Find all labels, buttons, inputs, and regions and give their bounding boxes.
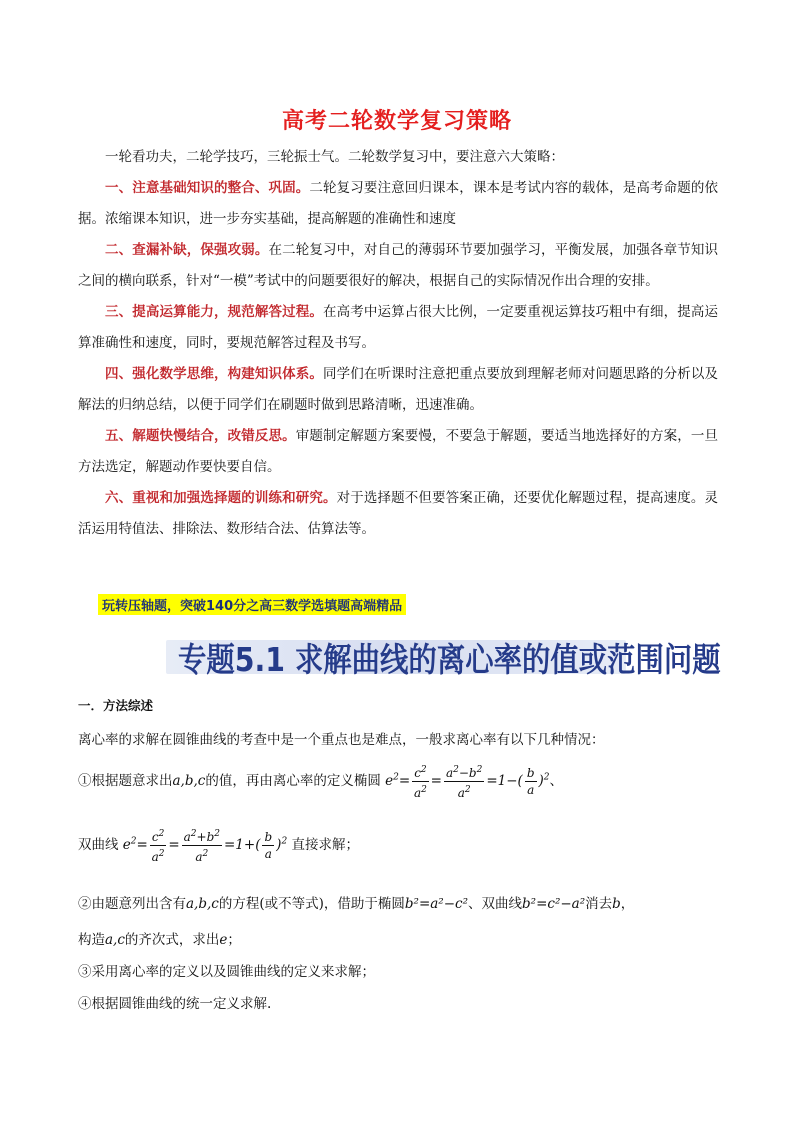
strategy-text: 审题制定解题方案要慢，不要急于解题，要适当地选择好的方案，一旦方法选定，解题动作要快要自信。 (78, 428, 718, 475)
special-topic-title (160, 632, 721, 682)
method-2-vars: a,b,c (186, 896, 219, 912)
method-1b-tail: 直接求解； (291, 837, 359, 853)
method-4-line: ④根据圆锥曲线的统一定义求解. (78, 996, 272, 1012)
method-2b-prefix: 构造 (78, 932, 105, 948)
method-3-line: ③采用离心率的定义以及圆锥曲线的定义来求解； (78, 964, 375, 980)
method-2-var: b (612, 896, 621, 912)
strategy-paragraph (78, 421, 718, 483)
method-2-line (78, 892, 634, 912)
hyperbola-eccentricity-formula: $e^2=$ $\frac{c^2}{a^2}$ = $\frac{a^2+b^2}{a^2}$ =1+( $\frac{b}{a}$ )$^2$ (123, 837, 287, 853)
ellipse-relation: b²=a²−c² (404, 896, 469, 912)
overview-line: 离心率的求解在圆锥曲线的考查中是一个重点也是难点，一般求离心率有以下几种情况： (78, 732, 605, 748)
special-topic-text: 专题5.1 求解曲线的离心率的值或范围问题 (178, 640, 721, 679)
strategy-text: 在二轮复习中，对自己的薄弱环节要加强学习，平衡发展，加强各章节知识之间的横向联系，针对“一模”考试中的问题要很好的解决，根据自己的实际情况作出合理的安排。 (78, 242, 718, 289)
strategy-heading: 二、查漏补缺，保强攻弱。 (105, 242, 269, 258)
strategy-paragraph (78, 235, 718, 297)
method-2-end: ， (620, 896, 635, 912)
strategy-heading: 四、强化数学思维，构建知识体系。 (105, 366, 323, 382)
strategy-heading: 三、提高运算能力，规范解答过程。 (105, 304, 323, 320)
strategy-text: 同学们在听课时注意把重点要放到理解老师对问题思路的分析以及解法的归纳总结，以便于同学们在刷题时做到思路清晰，迅速准确。 (78, 366, 718, 413)
method-1-vars: a,b,c (172, 773, 206, 789)
strategy-paragraph (78, 483, 718, 545)
method-2b-vars: a,c (105, 932, 125, 948)
strategy-text: 对于选择题不但要答案正确，还要优化解题过程，提高速度。灵活运用特值法、排除法、数形结合法、估算法等。 (78, 490, 718, 537)
method-1-prefix: ①根据题意求出 (78, 773, 173, 789)
strategy-paragraph (78, 173, 718, 235)
method-1b-prefix: 双曲线 (78, 837, 119, 853)
method-2b-mid: 的齐次式，求出 (124, 932, 220, 948)
method-1-line (78, 762, 563, 801)
method-2b-line (78, 928, 241, 948)
strategy-heading: 一、注意基础知识的整合、巩固。 (105, 180, 310, 196)
strategy-text: 二轮复习要注意回归课本，课本是考试内容的载体，是高考命题的依据。浓缩课本知识，进一步夯实基础，提高解题的准确性和速度 (78, 180, 718, 227)
method-2b-var: e (219, 932, 228, 948)
hyperbola-relation: b²=c²−a² (522, 896, 586, 912)
page-title: 高考二轮数学复习策略 (281, 109, 512, 134)
intro-paragraph: 一轮看功夫，二轮学技巧，三轮振士气。二轮数学复习中，要注意六大策略： (105, 149, 564, 165)
method-1b-line (78, 826, 359, 865)
strategy-heading: 六、重视和加强选择题的训练和研究。 (105, 490, 337, 506)
method-2-tail: 消去 (585, 896, 613, 912)
method-1-tail: 、 (549, 773, 564, 789)
method-2-prefix: ②由题意列出含有 (78, 896, 186, 912)
strategy-section (78, 142, 718, 545)
strategy-paragraph (78, 359, 718, 421)
method-2-mid: 的方程(或不等式)，借助于椭圆 (218, 896, 405, 912)
ellipse-eccentricity-formula: $e^2=$ $\frac{c^2}{a^2}$ = $\frac{a^2-b^2}{a^2}$ =1−( $\frac{b}{a}$ )$^2$ (385, 773, 549, 789)
method-1-mid: 的值，再由离心率的定义椭圆 (205, 773, 381, 789)
strategy-paragraph (78, 297, 718, 359)
strategy-text: 在高考中运算占很大比例，一定要重视运算技巧粗中有细，提高运算准确性和速度，同时，要规范解答过程及书写。 (78, 304, 718, 351)
method-2-sep: 、双曲线 (468, 896, 523, 912)
strategy-heading: 五、解题快慢结合，改错反思。 (105, 428, 296, 444)
method-2b-end: ； (227, 932, 241, 948)
section-heading: 一．方法综述 (78, 698, 154, 713)
series-banner: 玩转压轴题，突破140分之高三数学选填题高端精品 (98, 594, 406, 615)
